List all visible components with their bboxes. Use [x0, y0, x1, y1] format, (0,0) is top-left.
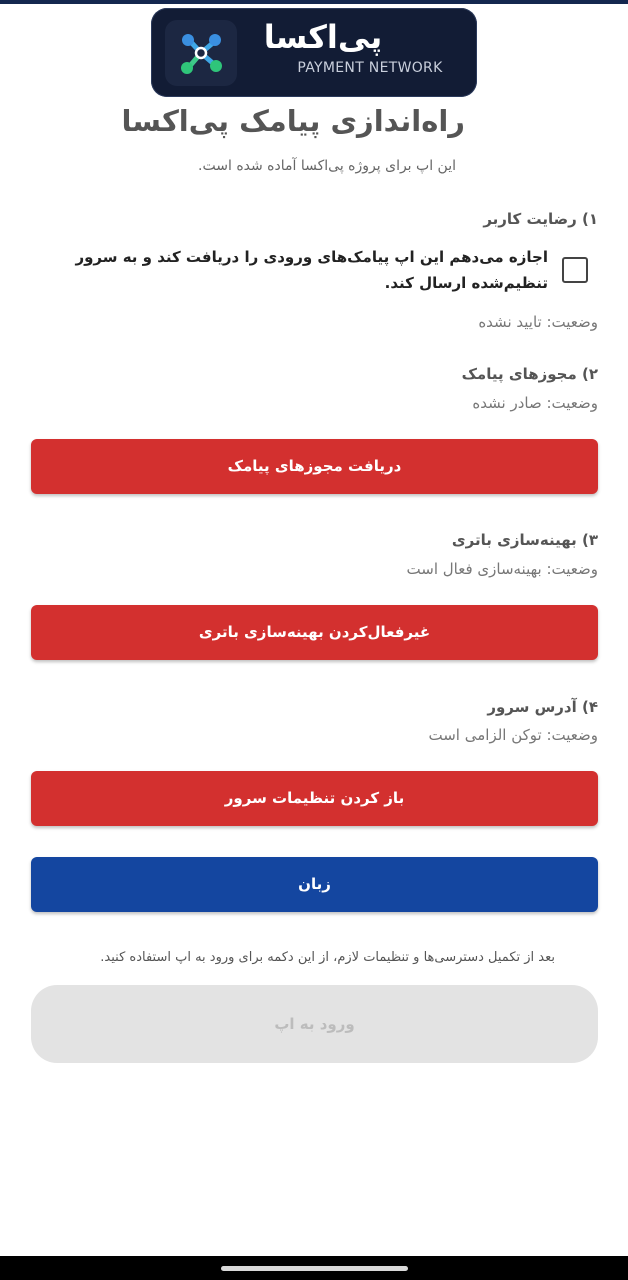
consent-checkbox[interactable]	[562, 257, 588, 283]
section-consent-heading: ۱) رضایت کاربر	[483, 210, 598, 228]
language-button[interactable]: زبان	[31, 857, 598, 912]
section-sms-permissions-heading: ۲) مجوزهای پیامک	[461, 365, 598, 383]
app-logo-banner	[151, 8, 477, 97]
open-server-settings-button[interactable]: باز کردن تنظیمات سرور	[31, 771, 598, 826]
battery-status: وضعیت: بهینه‌سازی فعال است	[406, 560, 598, 578]
consent-label[interactable]: اجازه می‌دهم این اپ پیامک‌های ورودی را دریافت کند و به سرور تنظیم‌شده ارسال کند.	[75, 248, 548, 292]
page-title: راه‌اندازی پیامک پی‌اکسا	[121, 104, 465, 138]
sms-permissions-status: وضعیت: صادر نشده	[472, 394, 598, 412]
request-sms-permissions-button[interactable]: دریافت مجوزهای پیامک	[31, 439, 598, 494]
page-subtitle: این اپ برای پروژه پی‌اکسا آماده شده است.	[198, 158, 456, 174]
login-hint-text: بعد از تکمیل دسترسی‌ها و تنظیمات لازم، از این دکمه برای ورود به اپ استفاده کنید.	[100, 950, 555, 965]
logo-subtitle-text: PAYMENT NETWORK	[297, 60, 443, 76]
logo-name-text: پی‌اکسا	[263, 18, 383, 56]
home-gesture-handle[interactable]	[221, 1266, 408, 1271]
consent-status: وضعیت: تایید نشده	[478, 313, 598, 331]
disable-battery-optimization-button[interactable]: غیرفعال‌کردن بهینه‌سازی باتری	[31, 605, 598, 660]
login-button-disabled[interactable]: ورود به اپ	[31, 985, 598, 1063]
network-logo-icon	[165, 20, 237, 86]
consent-row[interactable]	[40, 244, 600, 300]
section-battery-heading: ۳) بهینه‌سازی باتری	[451, 531, 598, 549]
section-server-heading: ۴) آدرس سرور	[487, 698, 598, 716]
server-status: وضعیت: توکن الزامی است	[428, 726, 598, 744]
top-edge-line	[0, 0, 628, 4]
